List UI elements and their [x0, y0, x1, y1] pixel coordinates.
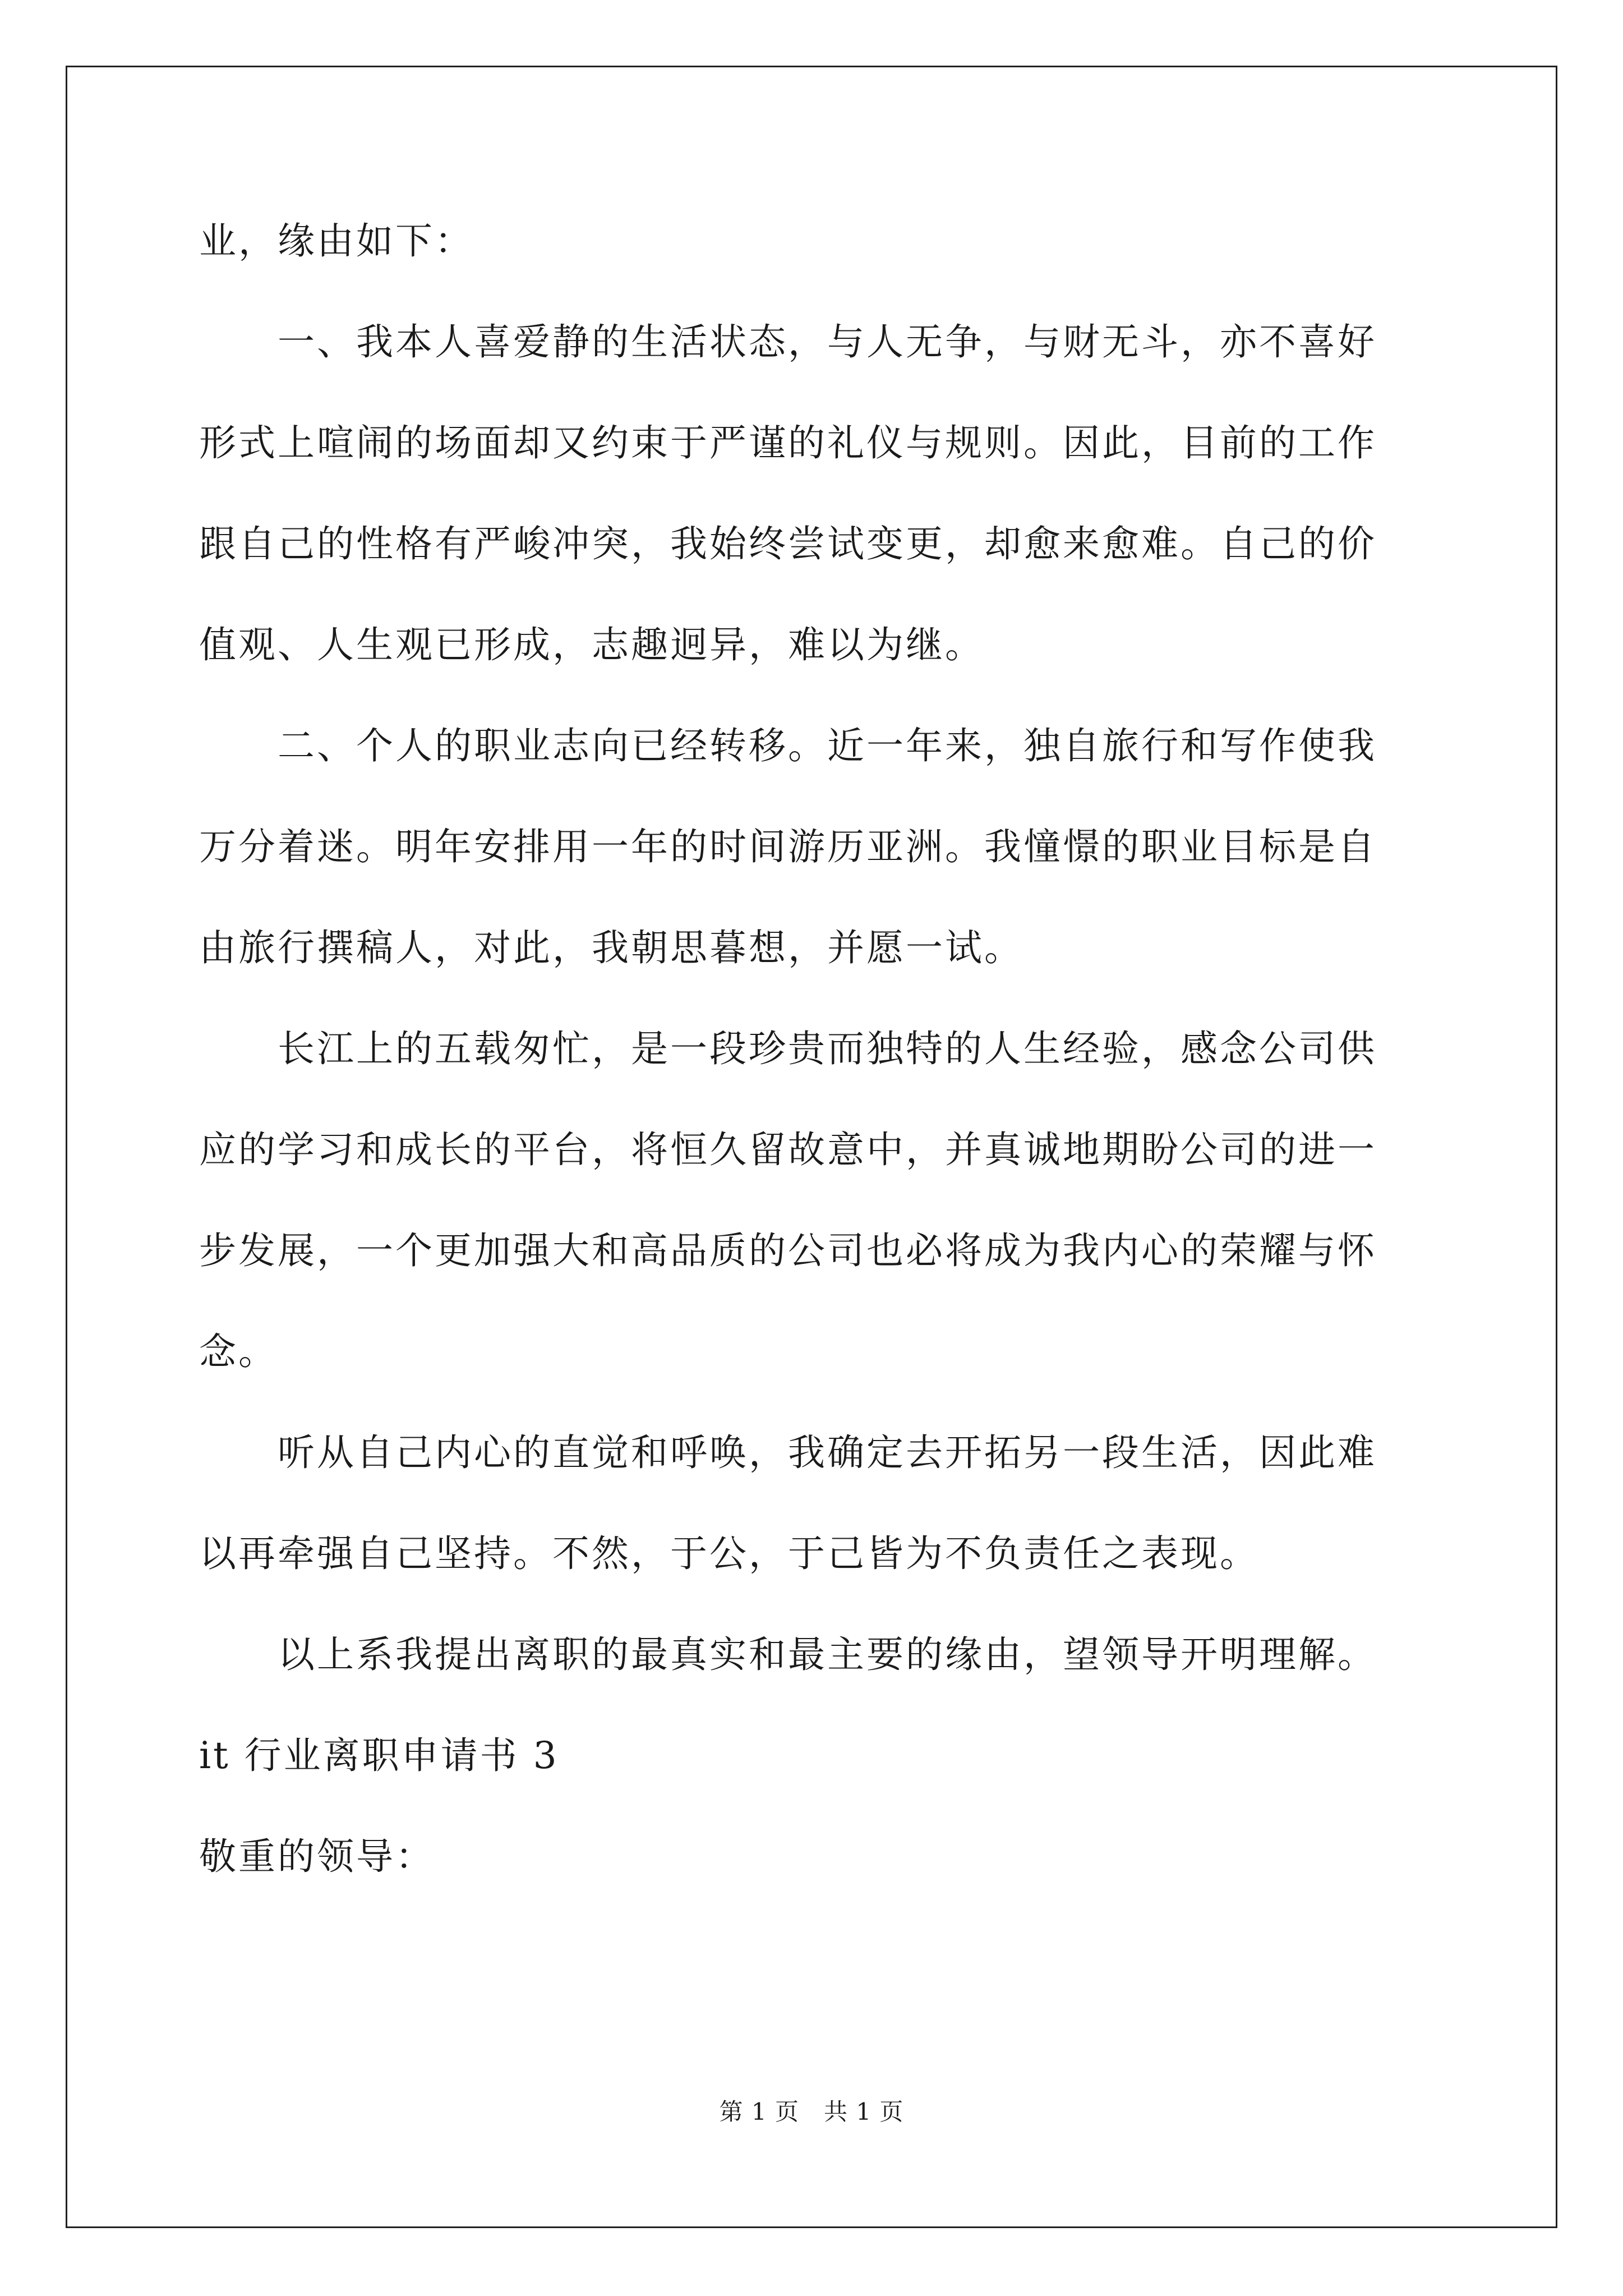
paragraph-1-line: 一、我本人喜爱静的生活状态，与人无争，与财无斗，亦不喜好 [278, 320, 1377, 364]
section-heading: it 行业离职申请书 3 [199, 1734, 559, 1777]
text-line: 由旅行撰稿人，对此，我朝思暮想，并愿一试。 [199, 926, 1023, 969]
salutation: 敬重的领导： [199, 1835, 435, 1878]
page-number: 第 1 页 [719, 2098, 799, 2125]
paragraph-2-line: 二、个人的职业志向已经转移。近一年来，独自旅行和写作使我 [278, 724, 1377, 767]
text-line: 应的学习和成长的平台，将恒久留故意中，并真诚地期盼公司的进一 [199, 1128, 1377, 1171]
paragraph-5-line: 以上系我提出离职的最真实和最主要的缘由，望领导开明理解。 [278, 1633, 1377, 1676]
text-line: 跟自己的性格有严峻冲突，我始终尝试变更，却愈来愈难。自己的价 [199, 522, 1377, 565]
text-line: 步发展，一个更加强大和高品质的公司也必将成为我内心的荣耀与怀 [199, 1229, 1377, 1272]
paragraph-3-line: 长江上的五载匆忙，是一段珍贵而独特的人生经验，感念公司供 [278, 1027, 1377, 1070]
text-line: 以再牵强自己坚持。不然，于公，于己皆为不负责任之表现。 [199, 1532, 1259, 1575]
text-line: 念。 [199, 1330, 278, 1373]
page-footer [0, 2098, 1623, 2126]
text-line: 形式上喧闹的场面却又约束于严谨的礼仪与规则。因此，目前的工作 [199, 421, 1377, 464]
paragraph-4-line: 听从自己内心的直觉和呼唤，我确定去开拓另一段生活，因此难 [278, 1431, 1377, 1474]
text-line: 值观、人生观已形成，志趣迥异，难以为继。 [199, 623, 984, 666]
text-line: 业，缘由如下： [199, 219, 474, 263]
page-total: 共 1 页 [824, 2098, 904, 2125]
text-line: 万分着迷。明年安排用一年的时间游历亚洲。我憧憬的职业目标是自 [199, 825, 1377, 868]
